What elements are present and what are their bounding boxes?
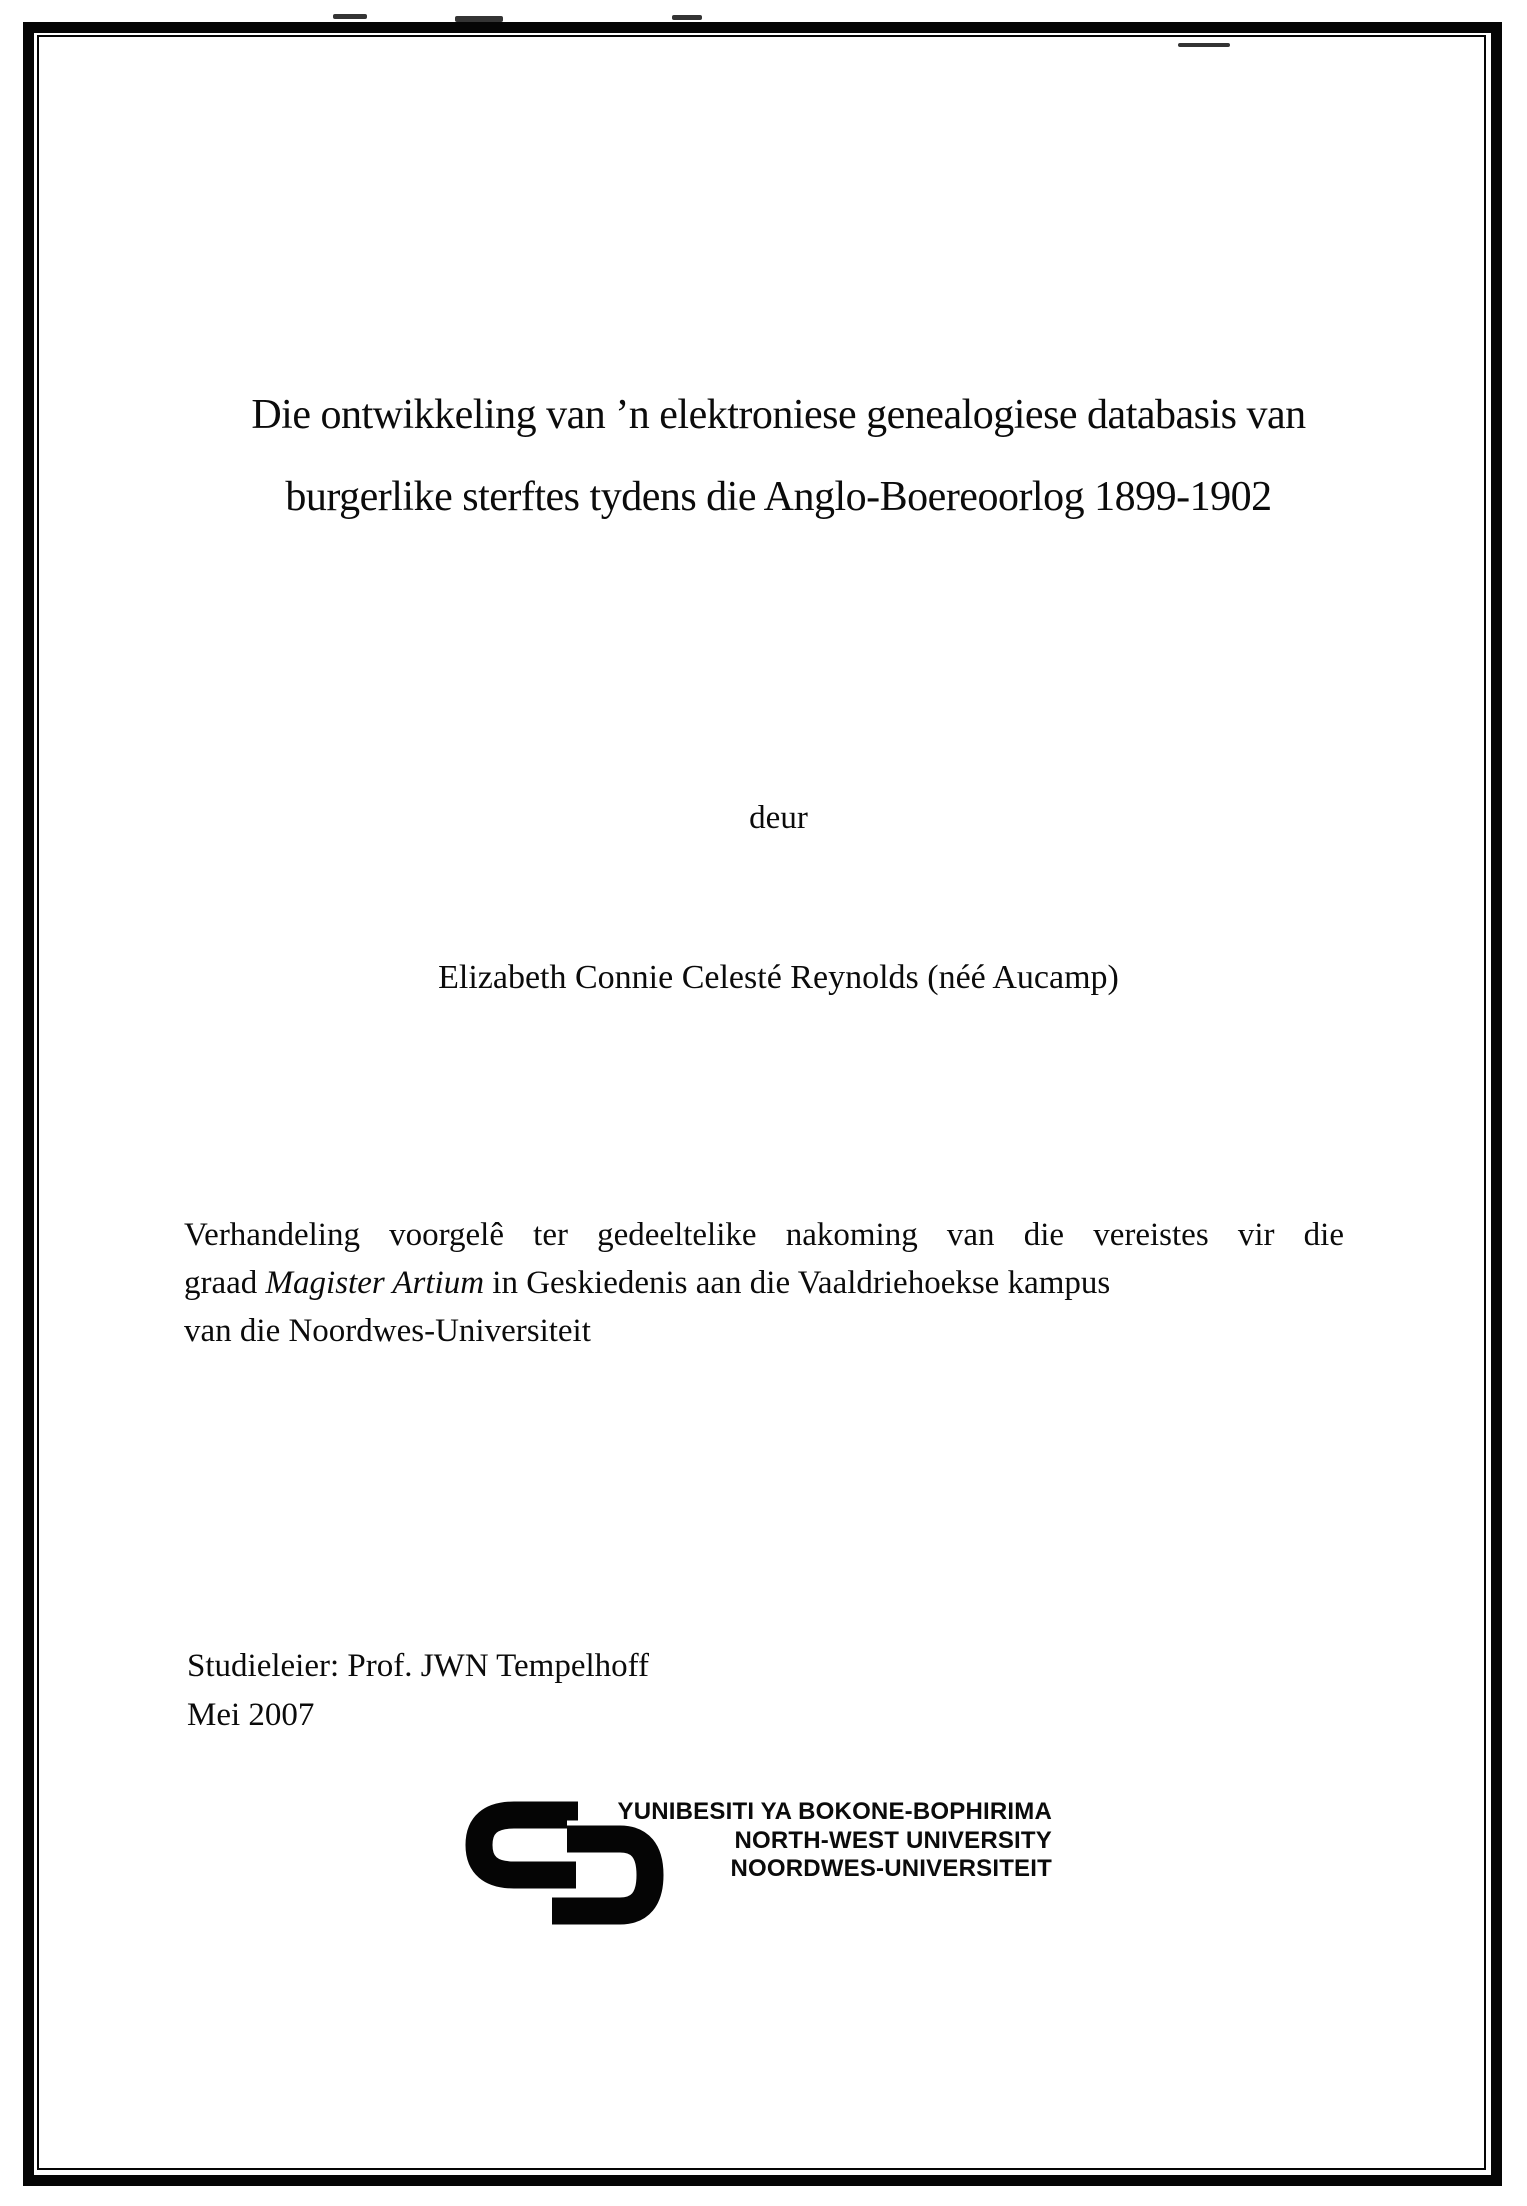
statement-line-3: van die Noordwes-Universiteit [184, 1313, 591, 1349]
submission-statement [184, 1211, 1344, 1355]
statement-line-2-post: in Geskiedenis aan die Vaaldriehoekse kampus [484, 1265, 1111, 1301]
author-name: Elizabeth Connie Celesté Reynolds (néé Aucamp) [438, 959, 1119, 996]
scan-artifact [672, 15, 702, 20]
scan-artifact [1178, 43, 1230, 47]
supervisor-block [187, 1642, 649, 1740]
logo-text-line-2: NORTH-WEST UNIVERSITY [734, 1826, 1052, 1854]
statement-line-2 [184, 1259, 1344, 1307]
scan-artifact [455, 16, 503, 22]
scan-artifact [333, 14, 367, 19]
degree-name: Magister Artium [265, 1265, 485, 1301]
logo-text-line-3: NOORDWES-UNIVERSITEIT [730, 1855, 1052, 1882]
logo-text-line-1: YUNIBESITI YA BOKONE-BOPHIRIMA [617, 1798, 1052, 1825]
thesis-title [40, 374, 1517, 538]
byline: deur [749, 800, 808, 836]
logo-text [584, 1798, 1052, 1884]
statement-line-1: Verhandeling voorgelê ter gedeeltelike nakoming van die vereistes vir die [184, 1217, 1344, 1253]
title-line-1: Die ontwikkeling van ’n elektroniese genealogiese databasis van [251, 392, 1306, 438]
date-line: Mei 2007 [187, 1697, 315, 1733]
university-logo [464, 1798, 1054, 1930]
supervisor-line: Studieleier: Prof. JWN Tempelhoff [187, 1648, 650, 1684]
statement-line-2-pre: graad [184, 1265, 266, 1301]
title-line-2: burgerlike sterftes tydens die Anglo-Boereoorlog 1899-1902 [285, 474, 1272, 520]
